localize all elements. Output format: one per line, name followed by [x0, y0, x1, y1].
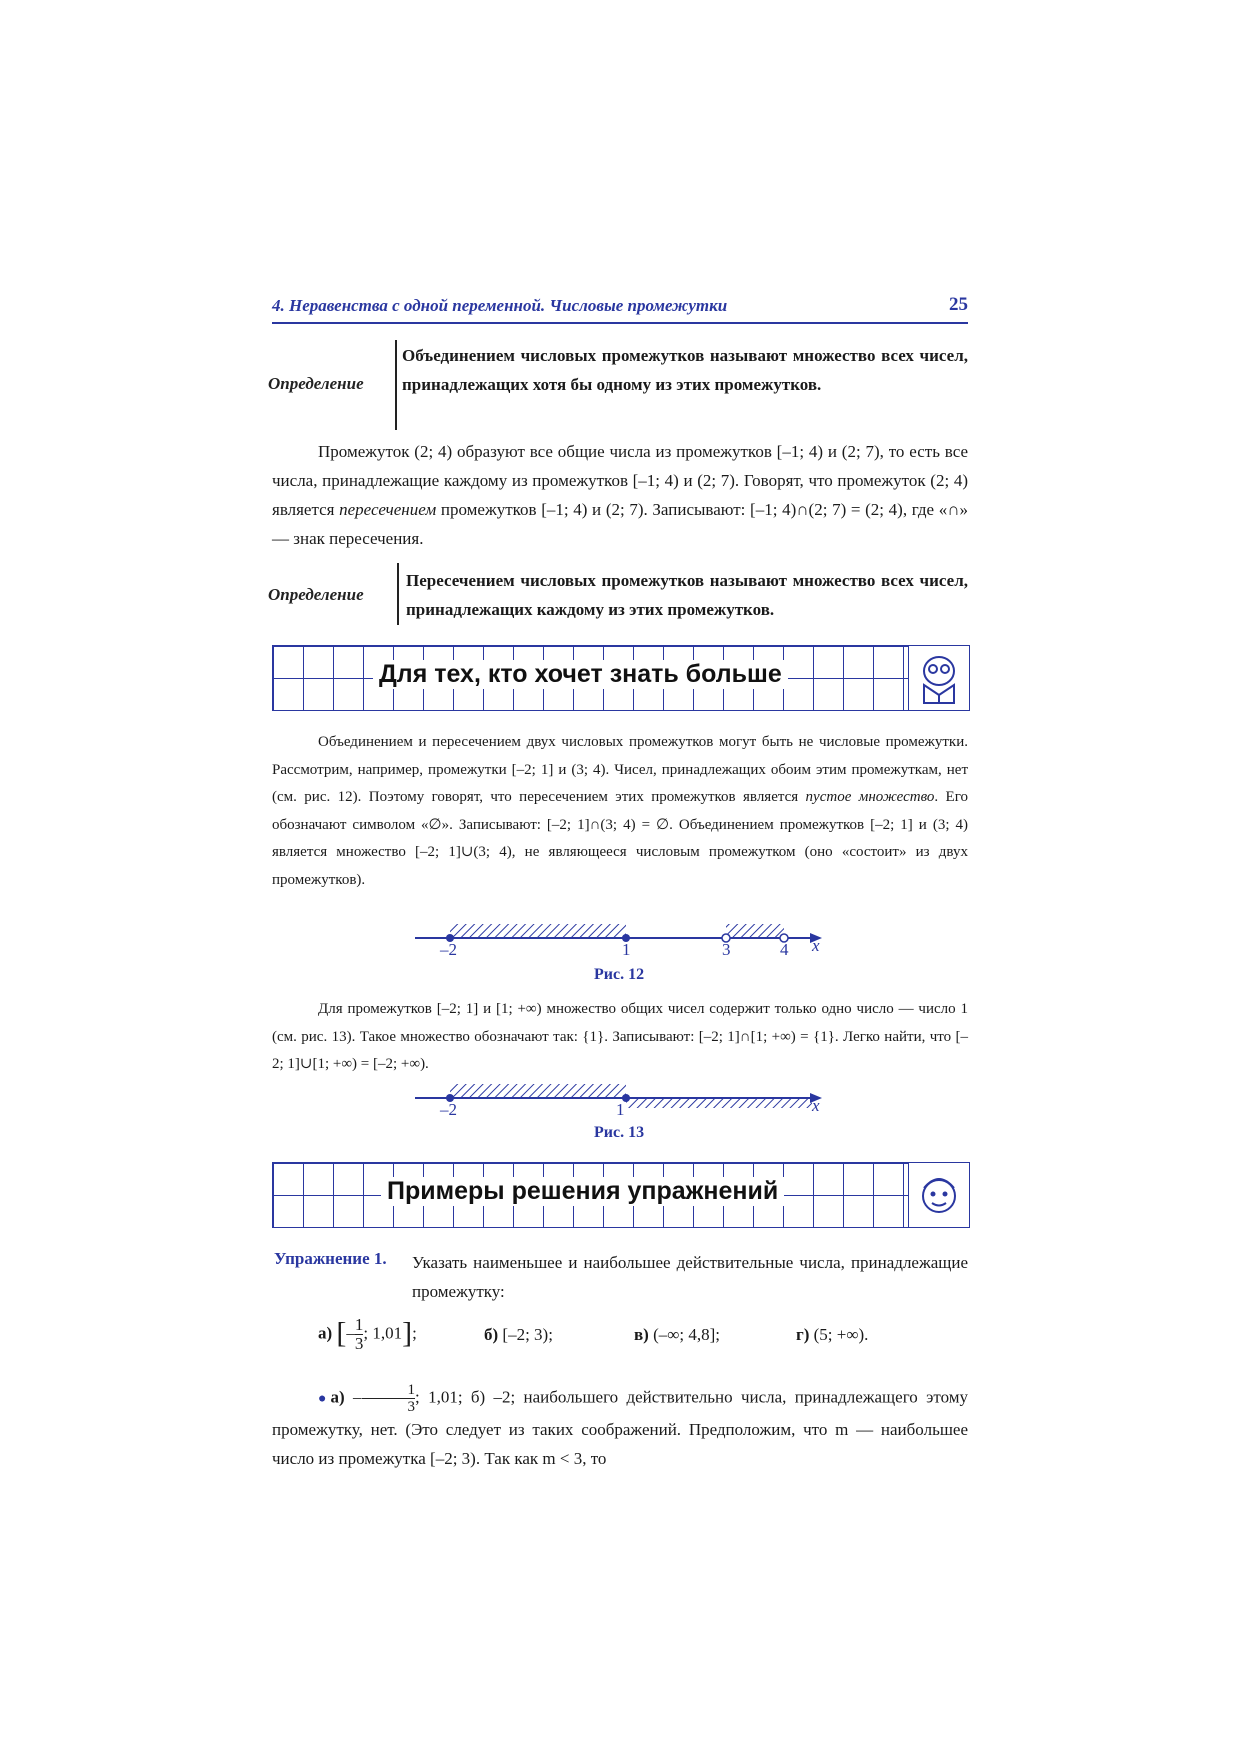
item-d-value: (5; +∞). — [813, 1325, 869, 1344]
banner-examples-title: Примеры решения упражнений — [381, 1177, 784, 1206]
single-point-text: Для промежутков [–2; 1] и [1; +∞) множество общих чисел содержит только одно число — число 1 (см. рис. 13). Такое множество обозначают так: {1}. Записывают: [–2; 1]∩[1; +∞) = {1}. Легко найти, что [–2; 1]∪[1; +∞) = [–2; +∞). — [272, 1001, 968, 1072]
fig12-axis-x: x — [812, 936, 820, 955]
fig12-tick-1: 1 — [622, 940, 631, 959]
fig12-caption: Рис. 12 — [594, 966, 645, 983]
header-rule — [272, 322, 968, 324]
empty-set-part1: Объединением и пересечением двух числовых промежутков могут быть не числовые промежутки. Рассмотрим, например, промежутки [–2; 1] и (3; 4). Чисел, принадлежащих обоим этим промежуткам, нет (см. рис. 12). Поэтому говорят, что пересечением этих промежутков является — [272, 734, 968, 805]
interval-1-inf-hatch — [626, 1098, 812, 1108]
definition-intersection-text: Пересечением числовых промежутков называют множество всех чисел, принадлежащих каждому из этих промежутков. — [406, 571, 968, 619]
exercise-item-b — [484, 1325, 553, 1345]
interval-3-4-hatch — [726, 924, 784, 938]
item-c-value: (–∞; 4,8]; — [653, 1325, 720, 1344]
fig13-axis-x: x — [812, 1096, 820, 1115]
item-c-label: в) — [634, 1325, 649, 1344]
single-point-paragraph — [272, 996, 968, 1079]
interval-m2-1-hatch-13 — [450, 1084, 626, 1098]
intersection-part1: Промежуток (2; 4) образуют все общие числа из промежутков [–1; 4) и (2; 7), то есть все числа, принадлежащие каждому из промежутков [–1; 4) и (2; 7). Говорят, что промежуток (2; 4) является — [272, 442, 968, 519]
banner-know-more-title: Для тех, кто хочет знать больше — [373, 660, 788, 689]
exercise-item-d — [796, 1325, 868, 1345]
exercise-statement: Указать наименьшее и наибольшее действительные числа, принадлежащие промежутку: — [412, 1253, 968, 1301]
running-title: 4. Неравенства с одной переменной. Числовые промежутки — [272, 296, 728, 315]
fig12-tick-3: 3 — [722, 940, 731, 959]
empty-set-paragraph — [272, 729, 968, 894]
fig13-tick-1: 1 — [616, 1100, 625, 1119]
definition-union-text: Объединением числовых промежутков называют множество всех чисел, принадлежащих хотя бы одному из этих промежутков. — [402, 346, 968, 394]
definition-label: Определение — [268, 374, 364, 393]
intersection-paragraph — [272, 437, 968, 553]
solution-label: а) — [330, 1387, 345, 1407]
figure-12 — [410, 920, 830, 970]
bullet-icon: ● — [318, 1391, 331, 1407]
solution-den: 3 — [407, 1399, 416, 1415]
definition-label-2: Определение — [268, 585, 364, 604]
item-a-den: 3 — [354, 1334, 364, 1353]
intersection-term: пересечением — [339, 500, 437, 519]
definition-bar — [395, 340, 397, 430]
fig12-tick-4: 4 — [780, 940, 789, 959]
empty-set-term: пустое множество — [805, 789, 935, 805]
exercise-item-c — [634, 1325, 720, 1345]
intersection-part2: промежутков [–1; 4) и (2; 7). Записывают: [–1; 4)∩(2; 7) = (2; 4), где «∩» — знак пересечения. — [272, 500, 968, 548]
item-a-label: а) — [318, 1323, 333, 1343]
item-b-value: [–2; 3); — [502, 1325, 553, 1344]
item-d-label: г) — [796, 1325, 810, 1344]
fig13-caption: Рис. 13 — [594, 1124, 645, 1141]
item-a-rest: 1,01 — [372, 1323, 403, 1343]
item-a-num: 1 — [354, 1315, 364, 1334]
fig12-tick-m2: –2 — [440, 940, 457, 959]
solution-text: ; 1,01; б) –2; наибольшего действительно числа, принадлежащего этому промежутку, нет. (Это следует из таких соображений. Предположим, что m — наибольшее число из промежутка [–2; 3). Так как m < 3, то — [272, 1387, 968, 1468]
fig13-tick-m2: –2 — [440, 1100, 457, 1119]
exercise-item-a: а) [– $\frac{1}{3}$ ; 1,01]; — [318, 1315, 417, 1353]
banner-examples — [272, 1162, 970, 1228]
solution-paragraph: ●а) – $\frac{1}{3}$ ; 1,01; б) –2; наибольшего действительно числа, принадлежащего этому промежутку, нет. (Это следует из таких соображений. Предположим, что m — наибольшее число из промежутка [–2; 3). Так как m < 3, то — [272, 1382, 968, 1468]
solution-num: 1 — [362, 1382, 416, 1399]
owl-reader-icon — [908, 646, 969, 710]
student-face-icon — [908, 1163, 969, 1227]
empty-set-part2: . Его обозначают символом «∅». Записывают: [–2; 1]∩(3; 4) = ∅. Объединением промежутков [–2; 1] и (3; 4) является множество [–2; 1]∪(3; 4), не являющееся числовым промежутком (оно «состоит» из двух промежутков). — [272, 789, 968, 888]
banner-know-more — [272, 645, 970, 711]
definition-bar-2 — [397, 563, 399, 625]
item-b-label: б) — [484, 1325, 499, 1344]
interval-m2-1-hatch — [450, 924, 626, 938]
exercise-label: Упражнение 1. — [274, 1249, 387, 1268]
page-number: 25 — [949, 294, 968, 315]
exercise-statement-line1 — [412, 1248, 968, 1306]
